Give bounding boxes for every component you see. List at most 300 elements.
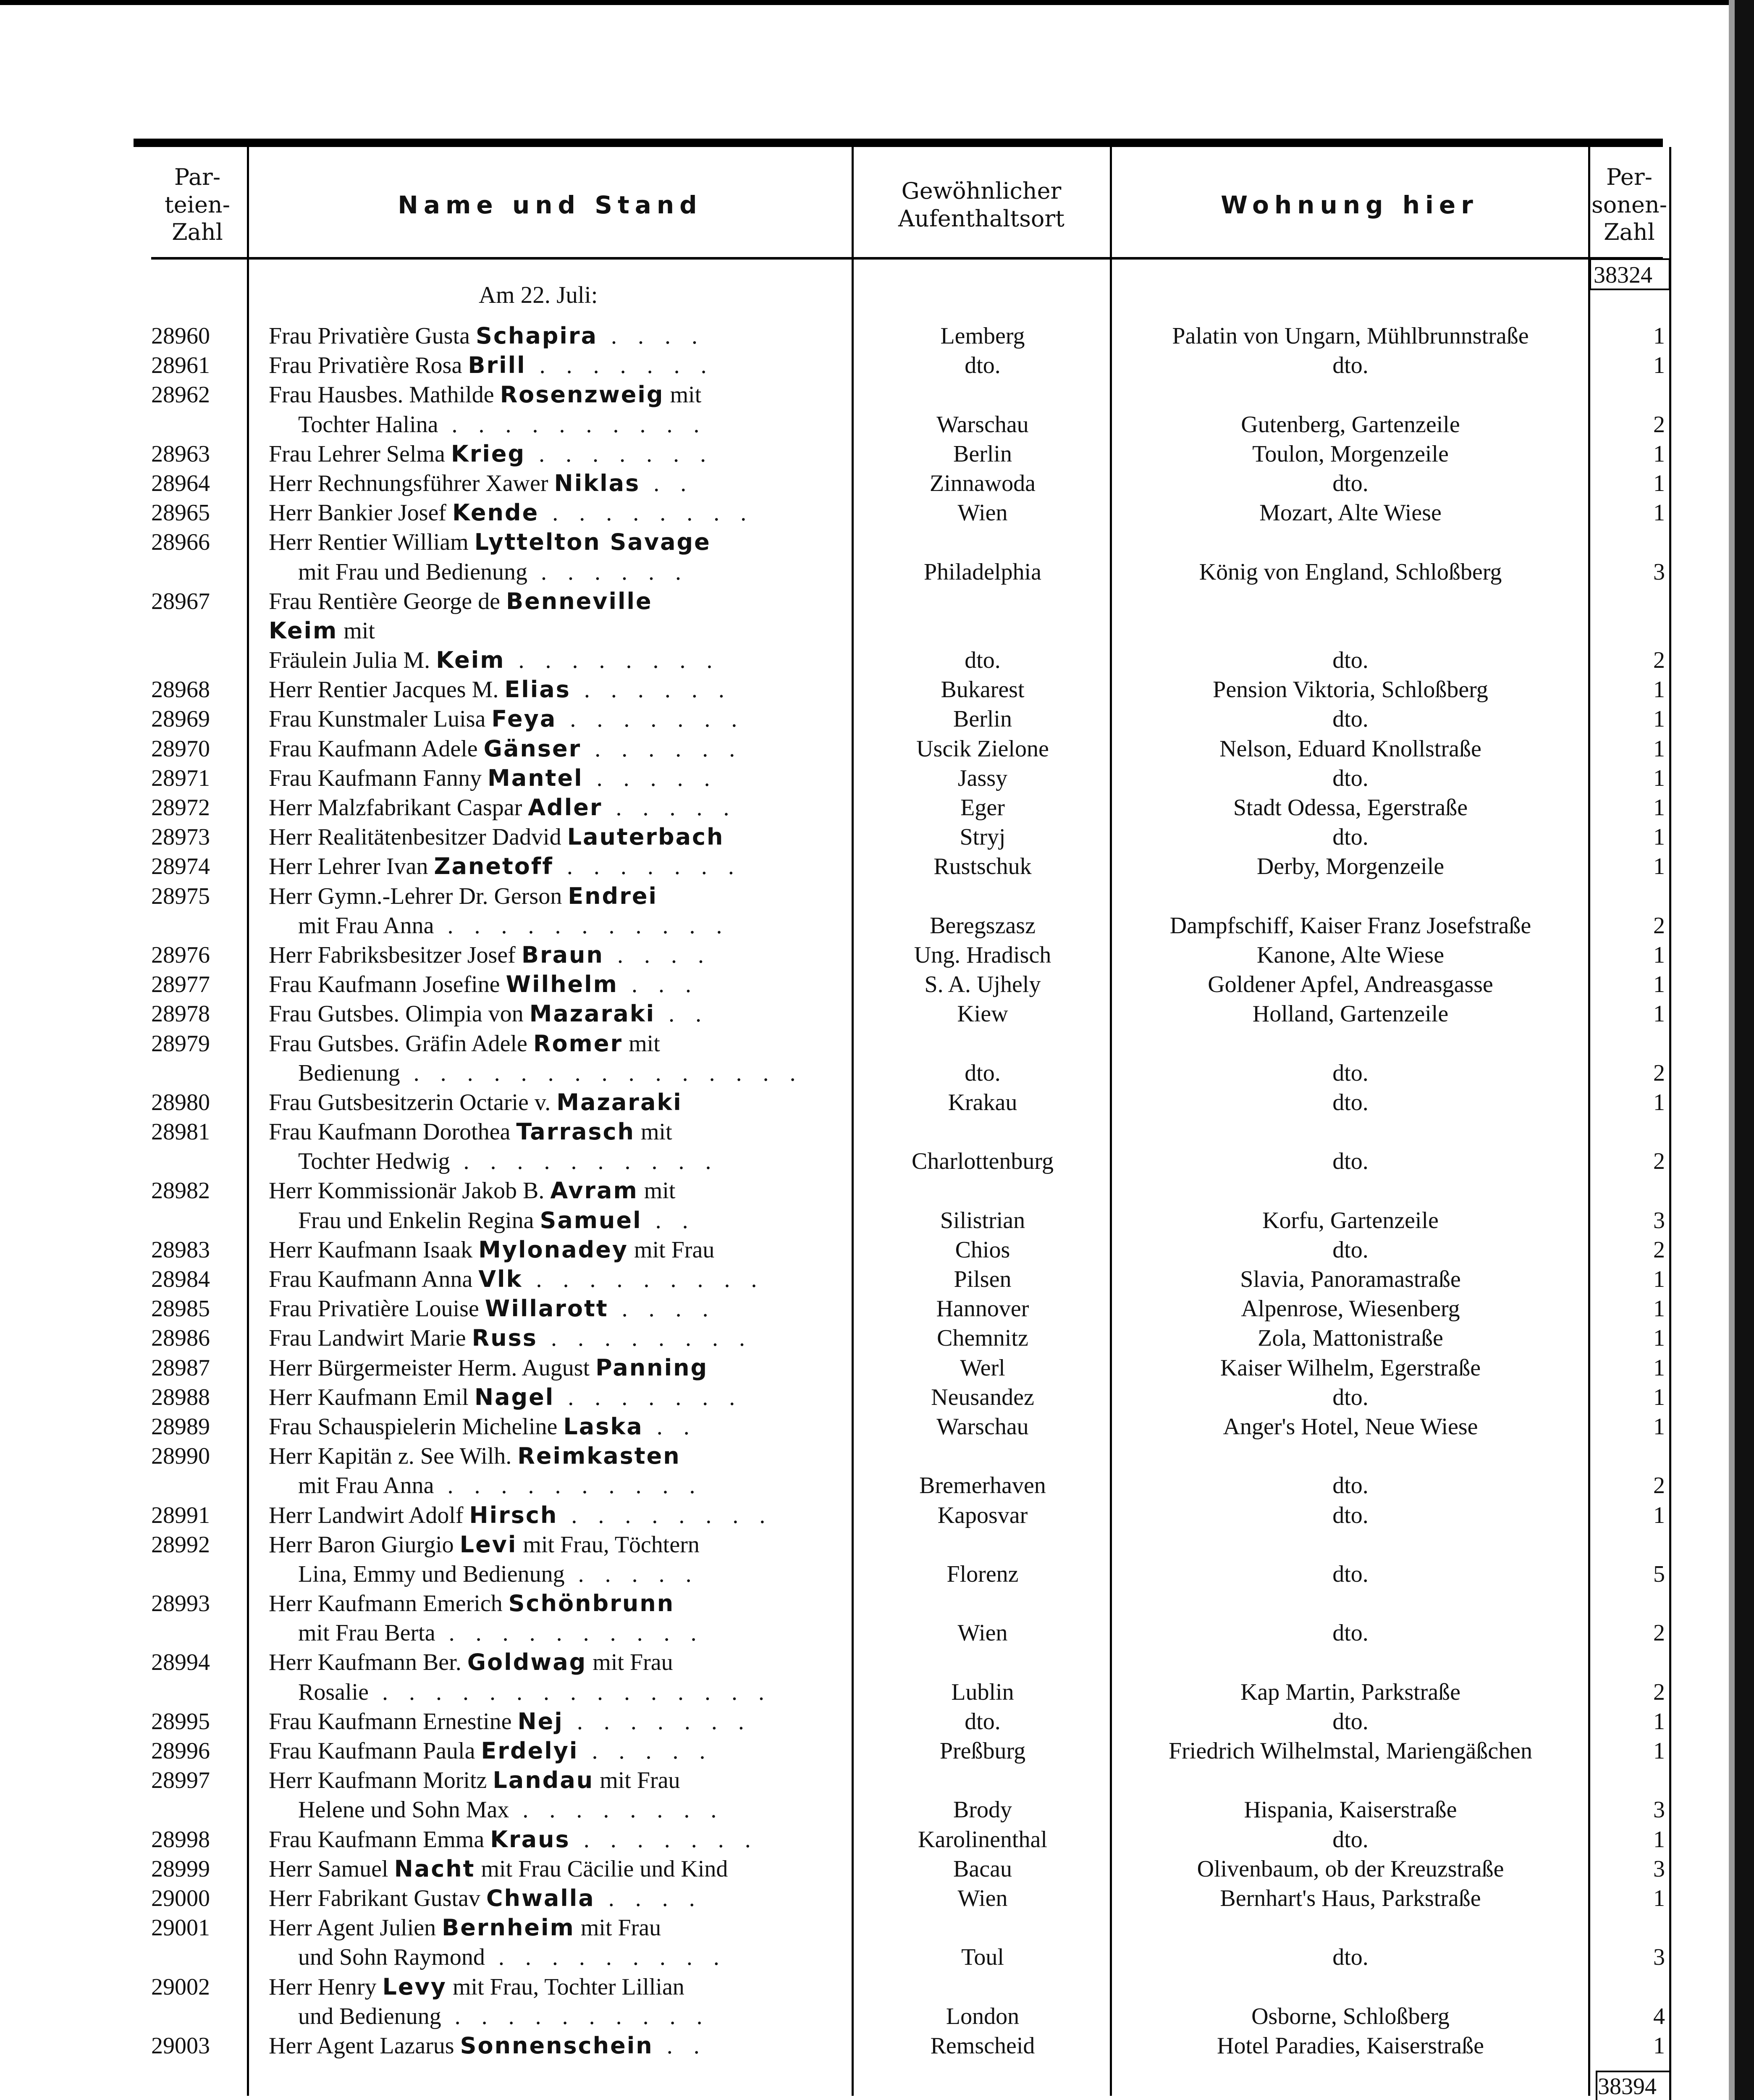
local-lodging: Osborne, Schloßberg: [1251, 2003, 1450, 2029]
name-and-status: [269, 1589, 844, 1618]
table-row: [0, 1884, 1754, 1913]
name-prefix: Frau Landwirt Marie: [269, 1325, 472, 1352]
local-lodging: dto.: [1332, 1060, 1369, 1086]
party-number: 29000: [151, 1885, 210, 1911]
person-count: 1: [1653, 352, 1665, 379]
name-and-status: [269, 321, 844, 351]
party-number: 28972: [151, 795, 210, 821]
name-and-status: [269, 999, 844, 1029]
local-lodging: Gutenberg, Gartenzeile: [1241, 411, 1460, 438]
table-row: [0, 1501, 1754, 1530]
leader-dots: . . . . . . .: [526, 352, 714, 379]
person-count: 1: [1653, 2032, 1665, 2059]
surname: Braun: [521, 941, 604, 968]
person-count: 3: [1653, 1944, 1665, 1971]
name-and-status: [269, 498, 844, 528]
name-and-status: [269, 528, 844, 557]
party-number: 28970: [151, 735, 210, 762]
table-row: [0, 2002, 1754, 2031]
local-lodging: Hispania, Kaiserstraße: [1244, 1797, 1457, 1823]
name-prefix: Herr Kaufmann Emil: [269, 1384, 475, 1410]
party-number: 28999: [151, 1856, 210, 1882]
table-row: [0, 1058, 1754, 1088]
name-prefix: Herr Samuel: [269, 1856, 394, 1882]
name-and-status: [298, 1942, 844, 1972]
party-number: 28975: [151, 883, 210, 909]
usual-residence: Ung. Hradisch: [914, 942, 1051, 968]
usual-residence: Krakau: [948, 1089, 1017, 1116]
usual-residence: Karolinenthal: [918, 1826, 1047, 1853]
person-count: 1: [1653, 1413, 1665, 1440]
table-row: [0, 1795, 1754, 1824]
leader-dots: . . . . . . . . . . .: [434, 912, 730, 939]
local-lodging: Olivenbaum, ob der Kreuzstraße: [1197, 1856, 1504, 1882]
local-lodging: Hotel Paradies, Kaiserstraße: [1217, 2032, 1484, 2059]
table-row: [0, 704, 1754, 734]
party-number: 28960: [151, 323, 210, 349]
table-row: [0, 1088, 1754, 1117]
table-row: [0, 1412, 1754, 1441]
name-prefix: Frau Kaufmann Emma: [269, 1826, 490, 1853]
table-row: [0, 439, 1754, 469]
name-prefix: Herr Baron Giurgio: [269, 1531, 460, 1558]
carry-over-sum: 38324: [1594, 262, 1652, 288]
usual-residence: Bremerhaven: [919, 1473, 1046, 1499]
name-prefix: Frau Kaufmann Paula: [269, 1738, 481, 1764]
name-prefix: mit Frau Berta: [298, 1620, 435, 1646]
name-and-status: [269, 1265, 844, 1294]
person-count: 2: [1653, 1620, 1665, 1646]
name-prefix: Herr Agent Lazarus: [269, 2032, 460, 2059]
surname: Nej: [517, 1708, 564, 1735]
name-and-status: [269, 380, 844, 410]
surname: Laska: [563, 1413, 643, 1440]
party-number: 28978: [151, 1001, 210, 1027]
surname: Levi: [459, 1531, 517, 1558]
usual-residence: Berlin: [953, 441, 1012, 467]
surname: Benneville: [506, 588, 653, 614]
name-and-status: [269, 1825, 844, 1854]
local-lodging: Kaiser Wilhelm, Egerstraße: [1220, 1354, 1481, 1381]
header-wohnung-hier: Wohnung hier: [1221, 190, 1479, 219]
surname: Gänser: [483, 735, 582, 762]
name-prefix: Frau Privatière Rosa: [269, 352, 468, 379]
name-and-status: [298, 1147, 844, 1176]
name-and-status: [269, 1323, 844, 1353]
name-and-status: [269, 1854, 844, 1884]
name-and-status: [269, 734, 844, 764]
party-number: 28987: [151, 1354, 210, 1381]
person-count: 1: [1653, 1266, 1665, 1292]
person-count: 3: [1653, 559, 1665, 585]
surname: Levy: [382, 1973, 447, 2000]
usual-residence: Wien: [957, 1620, 1008, 1646]
name-and-status: [269, 1766, 844, 1795]
party-number: 29003: [151, 2032, 210, 2059]
name-prefix: Herr Henry: [269, 1974, 383, 2000]
usual-residence: Florenz: [946, 1561, 1019, 1587]
table-row: [0, 1618, 1754, 1648]
name-suffix: mit Frau: [594, 1767, 680, 1794]
person-count: 3: [1653, 1207, 1665, 1234]
person-count: 1: [1653, 1826, 1665, 1853]
party-number: 28990: [151, 1443, 210, 1470]
name-and-status: [269, 970, 844, 999]
name-and-status: [298, 1559, 844, 1589]
usual-residence: Toul: [961, 1944, 1004, 1971]
name-prefix: Frau Kaufmann Dorothea: [269, 1119, 516, 1145]
usual-residence: Werl: [960, 1354, 1005, 1381]
surname: Hirsch: [469, 1502, 558, 1528]
person-count: 1: [1653, 1384, 1665, 1410]
party-number: 28992: [151, 1531, 210, 1558]
person-count: 1: [1653, 1738, 1665, 1764]
name-and-status: [269, 852, 844, 881]
table-row: [0, 1913, 1754, 1942]
surname: Mazaraki: [529, 1000, 655, 1027]
table-row: [0, 1972, 1754, 2002]
local-lodging: dto.: [1332, 470, 1369, 496]
name-suffix: mit Frau, Töchtern: [517, 1531, 700, 1558]
name-prefix: Herr Kaufmann Isaak: [269, 1236, 479, 1263]
name-prefix: Lina, Emmy und Bedienung: [298, 1561, 565, 1587]
table-row: [0, 1323, 1754, 1353]
table-row: [0, 1589, 1754, 1618]
name-prefix: Frau Rentière George de: [269, 588, 506, 614]
register-entries: [0, 321, 1754, 2061]
leader-dots: . . . . . . .: [554, 1384, 743, 1410]
leader-dots: . . . . . . . .: [509, 1797, 724, 1823]
leader-dots: . . . . . . . . . .: [435, 1620, 704, 1646]
usual-residence: Warschau: [936, 1413, 1029, 1440]
leader-dots: . . . . .: [564, 1561, 699, 1587]
usual-residence: Uscik Zielone: [916, 735, 1049, 762]
person-count: 1: [1653, 1502, 1665, 1528]
local-lodging: dto.: [1332, 1384, 1369, 1410]
surname: Nagel: [474, 1383, 555, 1410]
usual-residence: Remscheid: [930, 2032, 1035, 2059]
name-and-status: [269, 1501, 844, 1530]
leader-dots: . .: [655, 1001, 709, 1027]
person-count: 1: [1653, 441, 1665, 467]
surname: Niklas: [554, 470, 640, 496]
name-suffix: mit Frau, Tochter Lillian: [446, 1974, 684, 2000]
name-prefix: Fräulein Julia M.: [269, 647, 436, 674]
date-label: Am 22. Juli:: [479, 282, 598, 308]
table-row: [0, 1471, 1754, 1500]
local-lodging: Alpenrose, Wiesenberg: [1241, 1296, 1460, 1322]
surname: Erdelyi: [481, 1738, 579, 1764]
name-and-status: [269, 1648, 844, 1677]
surname: Russ: [472, 1325, 537, 1352]
usual-residence: dto.: [965, 352, 1001, 379]
table-row: [0, 882, 1754, 911]
table-row: [0, 734, 1754, 764]
name-and-status: [269, 1088, 844, 1117]
surname: Chwalla: [486, 1885, 595, 1911]
person-count: 2: [1653, 411, 1665, 438]
party-number: 28988: [151, 1384, 210, 1410]
local-lodging: Anger's Hotel, Neue Wiese: [1223, 1413, 1478, 1440]
party-number: 28983: [151, 1236, 210, 1263]
name-and-status: [298, 1795, 844, 1824]
name-and-status: [269, 675, 844, 704]
local-lodging: Dampfschiff, Kaiser Franz Josefstraße: [1169, 912, 1531, 939]
leader-dots: . . . . . . . . .: [522, 1266, 765, 1292]
local-lodging: Bernhart's Haus, Parkstraße: [1220, 1885, 1481, 1911]
usual-residence: Hannover: [936, 1296, 1029, 1322]
table-row: [0, 1353, 1754, 1383]
local-lodging: Stadt Odessa, Egerstraße: [1233, 795, 1468, 821]
local-lodging: dto.: [1332, 1826, 1369, 1853]
name-prefix: Herr Agent Julien: [269, 1915, 442, 1941]
leader-dots: . . . . . . .: [553, 853, 742, 880]
name-prefix: Frau Gutsbes. Olimpia von: [269, 1001, 530, 1027]
table-top-rule: [134, 139, 1663, 147]
table-row: [0, 1559, 1754, 1589]
name-and-status: [269, 1530, 844, 1559]
name-prefix: Frau Kaufmann Josefine: [269, 971, 506, 998]
usual-residence: Berlin: [953, 706, 1012, 732]
party-number: 28964: [151, 470, 210, 496]
person-count: 1: [1653, 853, 1665, 880]
name-prefix: Herr Kaufmann Moritz: [269, 1767, 493, 1794]
person-count: 4: [1653, 2003, 1665, 2029]
local-lodging: Friedrich Wilhelmstal, Mariengäßchen: [1168, 1738, 1532, 1764]
usual-residence: Preßburg: [939, 1738, 1026, 1764]
local-lodging: dto.: [1332, 1089, 1369, 1116]
name-prefix: mit Frau Anna: [298, 912, 434, 939]
name-prefix: Frau Hausbes. Mathilde: [269, 382, 500, 408]
local-lodging: Zola, Mattonistraße: [1258, 1325, 1443, 1352]
surname: Lauterbach: [567, 824, 724, 850]
usual-residence: Wien: [957, 1885, 1008, 1911]
name-and-status: [269, 793, 844, 822]
usual-residence: Kaposvar: [937, 1502, 1028, 1528]
local-lodging: dto.: [1332, 1620, 1369, 1646]
name-prefix: Helene und Sohn Max: [298, 1797, 509, 1823]
surname: Keim: [436, 647, 505, 674]
party-number: 28993: [151, 1591, 210, 1617]
table-row: [0, 1707, 1754, 1736]
name-and-status: [269, 1235, 844, 1265]
party-number: 28984: [151, 1266, 210, 1292]
local-lodging: dto.: [1332, 765, 1369, 791]
leader-dots: . .: [640, 470, 694, 496]
name-and-status: [298, 557, 844, 587]
person-count: 1: [1653, 735, 1665, 762]
party-number: 28998: [151, 1826, 210, 1853]
local-lodging: Holland, Gartenzeile: [1252, 1001, 1449, 1027]
local-lodging: Derby, Morgenzeile: [1256, 853, 1445, 880]
surname: Endrei: [568, 882, 658, 909]
name-and-status: [298, 1058, 844, 1088]
leader-dots: . . . . . . .: [525, 441, 714, 467]
name-prefix: Herr Gymn.-Lehrer Dr. Gerson: [269, 883, 568, 909]
name-and-status: [269, 1176, 844, 1205]
name-suffix: mit Frau Cäcilie und Kind: [475, 1856, 728, 1882]
person-count: 2: [1653, 1473, 1665, 1499]
surname: Adler: [528, 794, 603, 821]
leader-dots: . . . . . . . .: [505, 647, 720, 674]
name-prefix: und Bedienung: [298, 2003, 441, 2029]
name-and-status: [269, 1383, 844, 1412]
name-prefix: Frau Privatière Louise: [269, 1296, 485, 1322]
surname: Brill: [468, 352, 526, 379]
party-number: 28962: [151, 382, 210, 408]
person-count: 2: [1653, 1236, 1665, 1263]
table-row: [0, 999, 1754, 1029]
leader-dots: . . . . . . . . . .: [450, 1148, 719, 1175]
name-prefix: Frau Lehrer Selma: [269, 441, 451, 467]
party-number: 28968: [151, 677, 210, 703]
name-suffix: mit: [634, 1119, 672, 1145]
name-prefix: Herr Fabrikant Gustav: [269, 1885, 486, 1911]
header-personen-zahl: Per- sonen- Zahl: [1591, 163, 1667, 246]
person-count: 2: [1653, 1060, 1665, 1086]
table-row: [0, 1942, 1754, 1972]
usual-residence: dto.: [965, 1708, 1001, 1735]
name-prefix: Frau und Enkelin Regina: [298, 1207, 540, 1234]
usual-residence: Neusandez: [931, 1384, 1034, 1410]
name-and-status: [269, 616, 844, 646]
person-count: 1: [1653, 1296, 1665, 1322]
name-prefix: Herr Kaufmann Ber.: [269, 1649, 467, 1676]
usual-residence: Zinnawoda: [930, 470, 1036, 496]
party-number: 28977: [151, 971, 210, 998]
local-lodging: Slavia, Panoramastraße: [1240, 1266, 1461, 1292]
name-and-status: [269, 1294, 844, 1323]
party-number: 28986: [151, 1325, 210, 1352]
party-number: 29001: [151, 1915, 210, 1941]
name-and-status: [269, 1913, 844, 1942]
name-and-status: [269, 1707, 844, 1736]
name-suffix: mit: [623, 1030, 660, 1057]
leader-dots: . . . . . . . .: [539, 500, 754, 526]
person-count: 1: [1653, 1708, 1665, 1735]
usual-residence: Beregszasz: [930, 912, 1036, 939]
surname: Tarrasch: [516, 1118, 635, 1145]
name-and-status: [269, 940, 844, 970]
person-count: 1: [1653, 470, 1665, 496]
table-row: [0, 321, 1754, 351]
local-lodging: Mozart, Alte Wiese: [1259, 500, 1442, 526]
party-number: 28976: [151, 942, 210, 968]
surname: Mazaraki: [556, 1089, 682, 1116]
leader-dots: . . . . . . . . .: [485, 1944, 727, 1971]
local-lodging: dto.: [1332, 1561, 1369, 1587]
name-and-status: [298, 410, 844, 439]
surname: Willarott: [485, 1295, 608, 1322]
name-and-status: [269, 1412, 844, 1441]
table-row: [0, 852, 1754, 881]
name-prefix: Frau Kunstmaler Luisa: [269, 706, 492, 732]
person-count: 1: [1653, 942, 1665, 968]
name-prefix: Frau Gutsbes. Gräfin Adele: [269, 1030, 533, 1057]
party-number: 28966: [151, 529, 210, 556]
usual-residence: Kiew: [957, 1001, 1008, 1027]
local-lodging: Toulon, Morgenzeile: [1252, 441, 1449, 467]
table-row: [0, 793, 1754, 822]
local-lodging: dto.: [1332, 1148, 1369, 1175]
leader-dots: . .: [643, 1413, 697, 1440]
usual-residence: dto.: [965, 647, 1001, 674]
name-and-status: [269, 704, 844, 734]
table-row: [0, 351, 1754, 380]
name-prefix: mit Frau Anna: [298, 1473, 434, 1499]
leader-dots: . . . . . . . .: [558, 1502, 773, 1528]
usual-residence: Brody: [953, 1797, 1012, 1823]
leader-dots: . . . .: [603, 942, 711, 968]
name-prefix: Herr Realitätenbesitzer Dadvid: [269, 824, 567, 850]
local-lodging: Pension Viktoria, Schloßberg: [1213, 677, 1488, 703]
name-prefix: Herr Rentier William: [269, 529, 475, 556]
party-number: 28963: [151, 441, 210, 467]
name-prefix: Tochter Hedwig: [298, 1148, 450, 1175]
table-row: [0, 1265, 1754, 1294]
table-row: [0, 557, 1754, 587]
usual-residence: Chemnitz: [937, 1325, 1028, 1352]
surname: Bernheim: [442, 1914, 575, 1941]
name-prefix: Herr Rentier Jacques M.: [269, 677, 505, 703]
name-prefix: mit Frau und Bedienung: [298, 559, 527, 585]
usual-residence: Lemberg: [940, 323, 1025, 349]
table-row: [0, 498, 1754, 528]
usual-residence: Stryj: [960, 824, 1006, 850]
party-number: 28961: [151, 352, 210, 379]
leader-dots: . . .: [618, 971, 699, 998]
surname: Panning: [595, 1354, 708, 1381]
local-lodging: Korfu, Gartenzeile: [1262, 1207, 1439, 1234]
name-prefix: Herr Kommissionär Jakob B.: [269, 1178, 551, 1204]
name-and-status: [269, 882, 844, 911]
party-number: 28974: [151, 853, 210, 880]
name-suffix: mit: [638, 1178, 676, 1204]
person-count: 1: [1653, 1885, 1665, 1911]
surname: Mantel: [488, 764, 583, 791]
person-count: 1: [1653, 765, 1665, 791]
party-number: 28965: [151, 500, 210, 526]
person-count: 1: [1653, 795, 1665, 821]
header-name-und-stand: Name und Stand: [398, 190, 703, 219]
name-prefix: Rosalie: [298, 1679, 369, 1705]
table-row: [0, 646, 1754, 675]
leader-dots: . . . . .: [583, 765, 718, 791]
local-lodging: dto.: [1332, 1708, 1369, 1735]
local-lodging: dto.: [1332, 352, 1369, 379]
person-count: 1: [1653, 1325, 1665, 1352]
leader-dots: . . . .: [608, 1296, 716, 1322]
leader-dots: . .: [642, 1207, 696, 1234]
table-row: [0, 1736, 1754, 1766]
party-number: 28985: [151, 1296, 210, 1322]
table-row: [0, 528, 1754, 557]
table-row: [0, 410, 1754, 439]
name-prefix: Herr Kapitän z. See Wilh.: [269, 1443, 518, 1470]
usual-residence: Pilsen: [954, 1266, 1012, 1292]
usual-residence: Wien: [957, 500, 1008, 526]
header-aufenthaltsort: Gewöhnlicher Aufenthaltsort: [898, 177, 1064, 232]
party-number: 28980: [151, 1089, 210, 1116]
name-prefix: Frau Schauspielerin Micheline: [269, 1413, 564, 1440]
local-lodging: dto.: [1332, 824, 1369, 850]
surname: Landau: [493, 1767, 594, 1794]
surname: Kraus: [490, 1826, 570, 1853]
surname: Rosenzweig: [500, 381, 664, 408]
local-lodging: Nelson, Eduard Knollstraße: [1219, 735, 1481, 762]
surname: Sonnenschein: [460, 2032, 653, 2059]
usual-residence: dto.: [965, 1060, 1001, 1086]
